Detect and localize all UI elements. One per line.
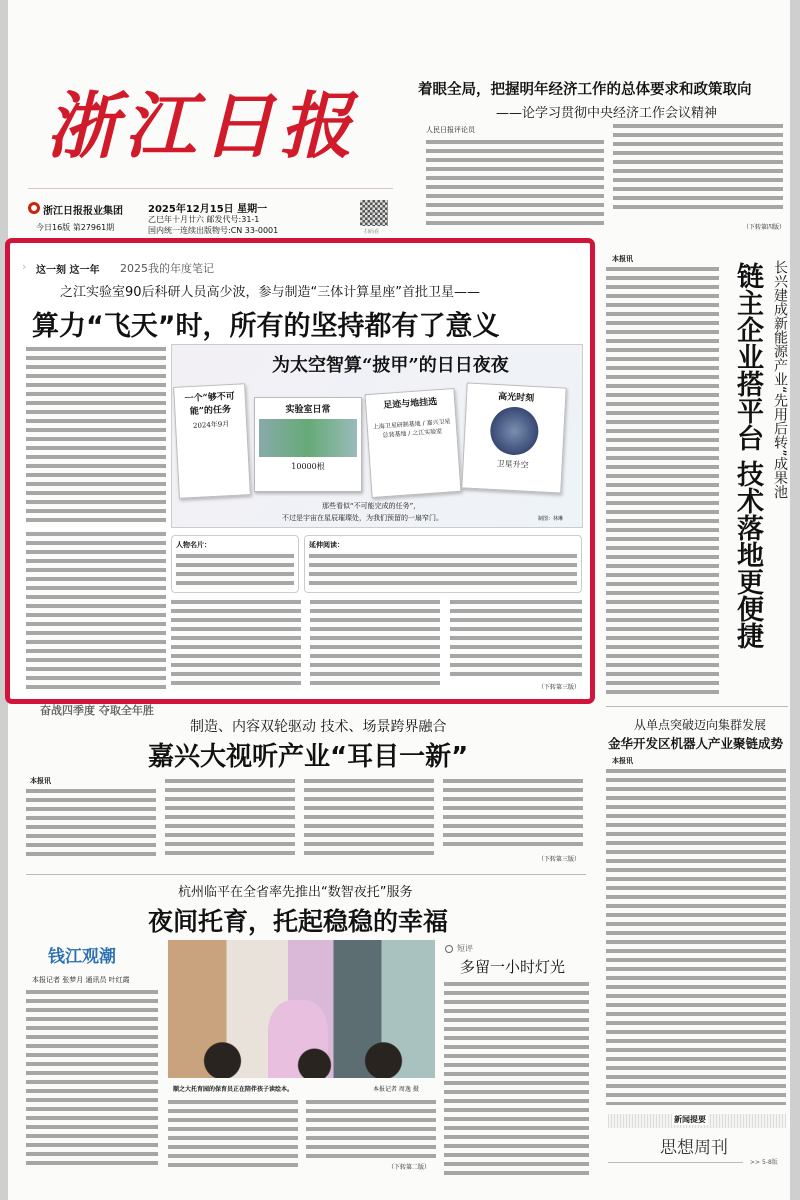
promo-pages: >> 5-8版 <box>750 1159 778 1166</box>
middle-body <box>443 777 583 849</box>
bottom-byline: 本报记者 张梦月 通讯员 叶红霞 <box>32 976 130 984</box>
middle-body <box>165 777 295 859</box>
further-reading-box: 延伸阅读： <box>304 535 582 593</box>
side-body <box>606 265 719 695</box>
qr-label: 扫码看 <box>364 229 380 235</box>
photo-credit: 本报记者 周逸 摄 <box>373 1086 419 1093</box>
right-byline: 本报讯 <box>612 757 633 765</box>
top-subhead: ——论学习贯彻中央经济工作会议精神 <box>496 106 718 121</box>
play-circle-icon <box>445 945 453 953</box>
feature-body-intro <box>26 345 166 527</box>
bottom-headline[interactable]: 夜间托育，托起稳稳的幸福 <box>148 907 449 936</box>
cn-number: 国内统一连续出版物号:CN 33-0001 <box>148 226 279 235</box>
feature-subhead: 之江实验室90后科研人员高少波，参与制造“三体计算星座”首批卫星—— <box>60 285 481 300</box>
kicker-arrow-icon: › <box>22 260 27 273</box>
right-body <box>606 767 786 1105</box>
column-logo: 钱江观潮 <box>48 947 116 967</box>
photo-caption: 顺之大托育园的保育员正在陪伴孩子读绘本。 <box>173 1086 294 1093</box>
feature-body <box>450 598 582 676</box>
side-headline[interactable]: 链主企业搭平台 技术落地更便捷 <box>732 262 763 650</box>
feature-body <box>171 598 301 690</box>
issue-date: 2025年12月15日 星期一 <box>148 204 268 215</box>
right-subhead: 从单点突破迈向集群发展 <box>634 718 767 732</box>
middle-jump: （下转第三版） <box>538 856 581 863</box>
bottom-body <box>26 988 158 1170</box>
commentary-body <box>444 980 589 1180</box>
infographic-card: 足迹与地挂选 上海卫星研制基地 / 嘉兴卫星总装基地 / 之江实验室 <box>364 388 461 498</box>
feature-body <box>26 530 166 692</box>
top-byline: 人民日报评论员 <box>426 126 475 134</box>
feature-body <box>310 598 440 690</box>
middle-body <box>26 787 156 859</box>
feature-jump: （下转第三版） <box>538 684 581 691</box>
newspaper-page <box>8 0 790 1200</box>
qr-code[interactable] <box>360 200 388 226</box>
lunar-date: 乙巳年十月廿六 邮发代号:31-1 <box>148 215 260 224</box>
side-byline: 本报讯 <box>612 255 633 263</box>
infographic-caption: 不过是宇宙在星辰璀璨处，为我们预留的一扇窄门。 <box>282 514 443 522</box>
infographic-credit: 制图：林琳 <box>538 516 564 522</box>
top-body-left <box>426 138 604 228</box>
childcare-photo[interactable] <box>168 940 435 1078</box>
bottom-jump: （下转第二版） <box>388 1164 431 1171</box>
feature-kicker-label: 2025我的年度笔记 <box>120 262 214 275</box>
top-jump: （下转第四版） <box>743 224 786 231</box>
infographic-card: 实验室日常 10000根 <box>254 397 362 492</box>
promo-banner[interactable]: 新闻提要 <box>608 1114 786 1128</box>
satellite-badge-icon <box>489 406 539 456</box>
edition-info: 今日16版 第27961期 <box>36 223 115 232</box>
middle-byline: 本报讯 <box>30 777 51 785</box>
promo-title[interactable]: 思想周刊 <box>660 1138 728 1158</box>
bottom-subhead: 杭州临平在全省率先推出“数智夜托”服务 <box>178 885 413 900</box>
infographic-title: 为太空智算“披甲”的日日夜夜 <box>272 355 509 376</box>
middle-headline[interactable]: 嘉兴大视听产业“耳目一新” <box>148 742 469 772</box>
group-logo <box>28 202 40 214</box>
top-headline[interactable]: 着眼全局，把握明年经济工作的总体要求和政策取向 <box>418 82 752 98</box>
bottom-body <box>168 1098 298 1170</box>
bottom-body <box>306 1098 436 1158</box>
masthead-logo: 浙江日报 <box>46 83 359 168</box>
feature-kicker: 这一刻 这一年 <box>36 265 100 276</box>
middle-body <box>304 777 434 859</box>
feature-headline[interactable]: 算力“飞天”时，所有的坚持都有了意义 <box>32 311 500 342</box>
group-name: 浙江日报报业集团 <box>43 206 123 217</box>
top-body-right <box>613 122 783 210</box>
profile-box: 人物名片： <box>171 535 299 593</box>
infographic <box>171 344 583 528</box>
infographic-card: 高光时刻 卫星升空 <box>461 382 566 493</box>
commentary-headline[interactable]: 多留一小时灯光 <box>460 958 566 976</box>
middle-kicker: 奋战四季度 夺取全年胜 <box>40 704 154 717</box>
side-subhead: 长兴建成新能源产业“先用后转”成果池 <box>772 260 788 499</box>
infographic-card: 一个“够不可能”的任务 2024年9月 <box>173 383 251 499</box>
infographic-caption: 那些看似“不可能完成的任务”， <box>322 502 421 510</box>
commentary-label: 短评 <box>457 944 473 953</box>
right-headline[interactable]: 金华开发区机器人产业聚链成势 <box>608 736 784 751</box>
middle-subhead: 制造、内容双轮驱动 技术、场景跨界融合 <box>190 719 447 735</box>
